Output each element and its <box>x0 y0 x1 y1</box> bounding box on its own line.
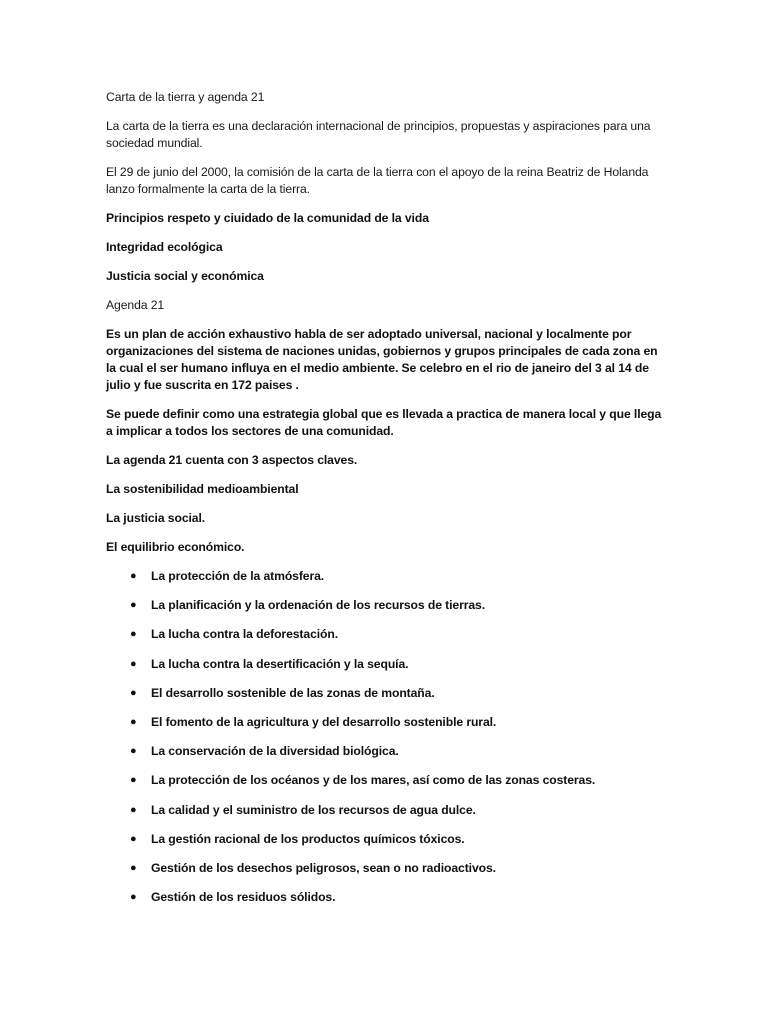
aspect-1: La sostenibilidad medioambiental <box>106 482 299 496</box>
list-item-text: El desarrollo sostenible de las zonas de montaña. <box>151 685 435 700</box>
list-item <box>106 860 666 877</box>
list-item <box>106 656 666 673</box>
list-item-text: Gestión de los desechos peligrosos, sean o no radioactivos. <box>151 860 496 875</box>
list-item <box>106 714 666 731</box>
list-item <box>106 772 666 789</box>
bullet-icon: ● <box>130 657 137 670</box>
list-item <box>106 626 666 643</box>
list-item <box>106 802 666 819</box>
list-item-text: La lucha contra la deforestación. <box>151 627 339 642</box>
intro-paragraph-1: La carta de la tierra es una declaración internacional de principios, propuestas y aspiraciones para una sociedad mundial. <box>106 119 651 150</box>
aspect-2: La justicia social. <box>106 511 206 525</box>
list-item <box>106 597 666 614</box>
list-item <box>106 889 666 906</box>
list-item <box>106 743 666 760</box>
list-item-text: La conservación de la diversidad biológica. <box>151 744 399 759</box>
intro-paragraph-2: El 29 de junio del 2000, la comisión de la carta de la tierra con el apoyo de la reina Beatriz de Holanda lanzo formalmente la carta de la tierra. <box>106 165 649 196</box>
list-item <box>106 831 666 848</box>
bullet-icon: ● <box>130 628 137 641</box>
bullet-icon: ● <box>130 803 137 816</box>
list-item <box>106 685 666 702</box>
list-item-text: La lucha contra la desertificación y la sequía. <box>151 656 409 671</box>
agenda-heading: Agenda 21 <box>106 298 165 312</box>
aspects-intro: La agenda 21 cuenta con 3 aspectos claves. <box>106 453 358 467</box>
list-item-text: La protección de los océanos y de los mares, así como de las zonas costeras. <box>151 773 596 788</box>
bullet-icon: ● <box>130 861 137 874</box>
list-item-text: La planificación y la ordenación de los recursos de tierras. <box>151 598 486 613</box>
agenda-paragraph-1: Es un plan de acción exhaustivo habla de ser adoptado universal, nacional y localmente por organizaciones del sistema de naciones unidas, gobiernos y grupos principales de cada zona en la cual el ser humano influya en el medio ambiente. Se celebro en el rio de janeiro del 3 al 14 de julio y fue suscrita en 172 paises . <box>106 327 658 392</box>
aspect-3: El equilibrio económico. <box>106 540 245 554</box>
document-title: Carta de la tierra y agenda 21 <box>106 90 265 104</box>
list-item-text: El fomento de la agricultura y del desarrollo sostenible rural. <box>151 714 497 729</box>
bullet-icon: ● <box>130 774 137 787</box>
list-item-text: Gestión de los residuos sólidos. <box>151 890 336 905</box>
list-item-text: La calidad y el suministro de los recursos de agua dulce. <box>151 802 476 817</box>
bullet-icon: ● <box>130 570 137 582</box>
list-item-text: La gestión racional de los productos químicos tóxicos. <box>151 831 465 846</box>
principle-1: Principios respeto y ciuidado de la comunidad de la vida <box>106 211 429 225</box>
list-item <box>106 568 666 585</box>
document-body <box>106 89 666 918</box>
list-item-text: La protección de la atmósfera. <box>151 569 325 583</box>
bullet-icon: ● <box>130 686 137 699</box>
bullet-icon: ● <box>130 715 137 728</box>
bullet-icon: ● <box>130 891 137 904</box>
agenda-paragraph-2: Se puede definir como una estrategia global que es llevada a practica de manera local y que llega a implicar a todos los sectores de una comunidad. <box>106 407 662 438</box>
bullet-icon: ● <box>130 745 137 758</box>
principle-3: Justicia social y económica <box>106 269 264 283</box>
bullet-list <box>106 568 666 906</box>
bullet-icon: ● <box>130 832 137 845</box>
bullet-icon: ● <box>130 599 137 612</box>
principle-2: Integridad ecológica <box>106 240 223 254</box>
